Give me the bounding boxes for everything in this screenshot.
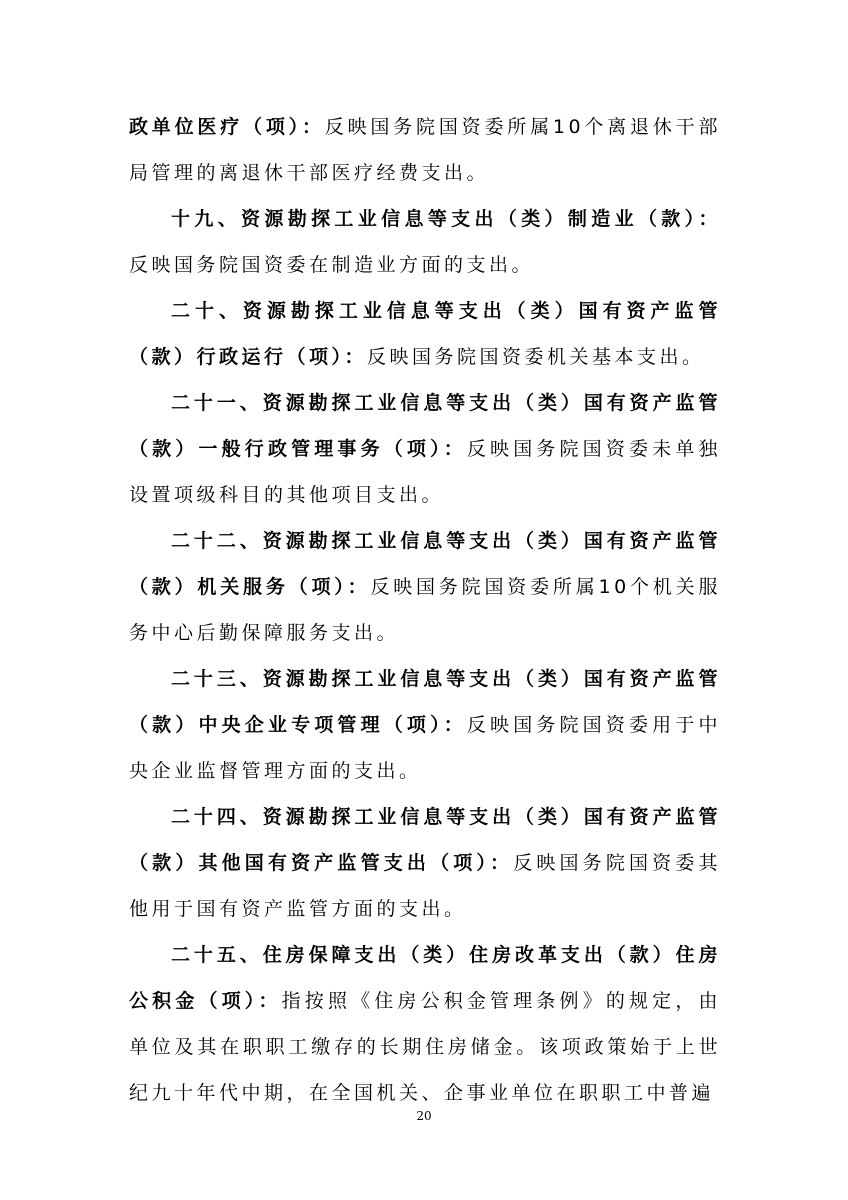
paragraph-7-heading: 二十四、资源勘探工业信息等支出（类）国有资产监管（款）其他国有资产监管支出（项）： — [129, 806, 721, 874]
paragraph-6-heading: 二十三、资源勘探工业信息等支出（类）国有资产监管（款）中央企业专项管理（项）： — [129, 668, 721, 736]
paragraph-6-text: 反映国务院国资委用于中央企业监督管理方面的支出。 — [129, 714, 721, 782]
paragraph-5-text: 反映国务院国资委所属10个机关服务中心后勤保障服务支出。 — [129, 576, 721, 644]
page-number: 20 — [416, 1109, 432, 1123]
paragraph-4-text: 反映国务院国资委未单独设置项级科目的其他项目支出。 — [129, 438, 721, 506]
paragraph-5 — [129, 518, 721, 656]
paragraph-2 — [129, 196, 721, 288]
paragraph-1-text: 反映国务院国资委所属10个离退休干部局管理的离退休干部医疗经费支出。 — [129, 116, 721, 184]
paragraph-2-text: 反映国务院国资委在制造业方面的支出。 — [129, 254, 535, 276]
paragraph-6 — [129, 656, 721, 794]
paragraph-3 — [129, 288, 721, 380]
paragraph-3-text: 反映国务院国资委机关基本支出。 — [367, 346, 705, 368]
paragraph-3-heading: 二十、资源勘探工业信息等支出（类）国有资产监管（款）行政运行（项）： — [129, 300, 721, 368]
paragraph-1 — [129, 104, 721, 196]
paragraph-2-heading: 十九、资源勘探工业信息等支出（类）制造业（款）： — [171, 208, 721, 230]
paragraph-8 — [129, 932, 721, 1116]
paragraph-8-heading: 二十五、住房保障支出（类）住房改革支出（款）住房公积金（项）： — [129, 944, 721, 1012]
document-body — [129, 104, 721, 1116]
paragraph-1-heading: 政单位医疗（项）： — [129, 116, 325, 138]
paragraph-4 — [129, 380, 721, 518]
paragraph-4-heading: 二十一、资源勘探工业信息等支出（类）国有资产监管（款）一般行政管理事务（项）： — [129, 392, 721, 460]
paragraph-7 — [129, 794, 721, 932]
paragraph-8-text: 指按照《住房公积金管理条例》的规定，由单位及其在职职工缴存的长期住房储金。该项政策始于上世纪九十年代中期，在全国机关、企事业单位在职职工中普遍 — [129, 990, 721, 1104]
paragraph-5-heading: 二十二、资源勘探工业信息等支出（类）国有资产监管（款）机关服务（项）： — [129, 530, 721, 598]
paragraph-7-text: 反映国务院国资委其他用于国有资产监管方面的支出。 — [129, 852, 721, 920]
